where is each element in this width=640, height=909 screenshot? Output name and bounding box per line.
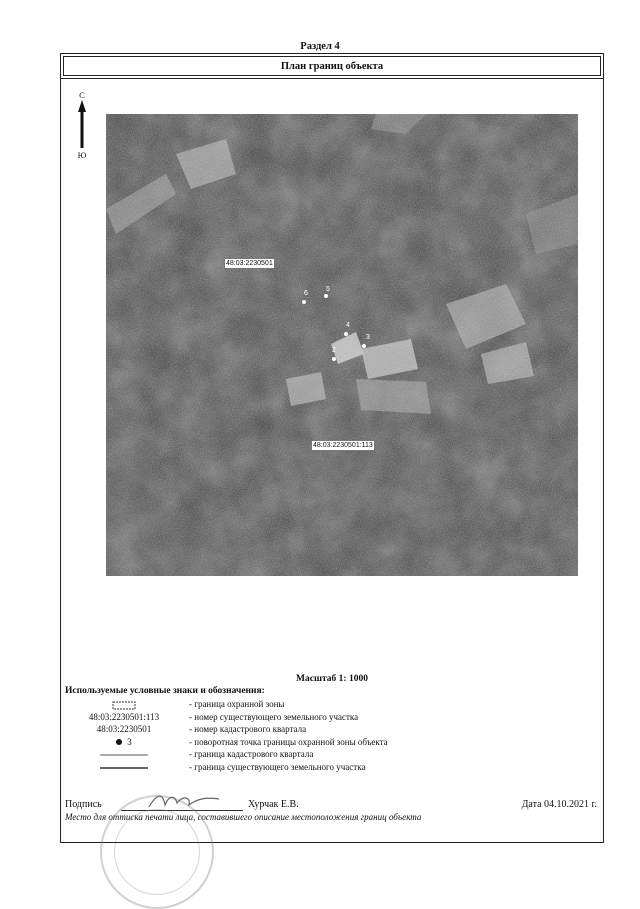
header-box	[61, 54, 603, 79]
dot-icon	[116, 739, 122, 745]
protection-zone-symbol	[65, 699, 183, 711]
map-point-label: 2	[332, 347, 336, 354]
legend-row	[65, 724, 605, 737]
legend	[65, 699, 605, 774]
north-arrow-icon	[75, 100, 89, 156]
map-point-label: 3	[366, 334, 370, 341]
stamp-seal	[100, 795, 214, 909]
parcel-boundary-symbol	[65, 762, 183, 774]
signer-name: Хурчак Е.В.	[248, 799, 299, 810]
north-arrow	[75, 90, 89, 158]
legend-row	[65, 699, 605, 712]
map-point-label: 6	[304, 290, 308, 297]
legend-desc: - номер существующего земельного участка	[189, 711, 359, 722]
legend-row	[65, 712, 605, 725]
legend-desc: - номер кадастрового квартала	[189, 724, 307, 734]
north-label: С	[79, 90, 85, 100]
satellite-map	[106, 114, 578, 576]
legend-desc: - граница охранной зоны	[189, 699, 285, 709]
quarter-number-symbol: 48:03:2230501	[96, 724, 152, 734]
legend-desc: - граница кадастрового квартала	[189, 749, 314, 759]
legend-row	[65, 762, 605, 775]
parcel-number-symbol: 48:03:2230501:113	[88, 711, 160, 722]
quarter-boundary-symbol	[65, 749, 183, 761]
document-frame	[60, 53, 604, 843]
legend-desc: - граница существующего земельного участка	[189, 761, 366, 772]
legend-desc: - поворотная точка границы охранной зоны объекта	[189, 736, 388, 747]
signature-label: Подпись	[65, 799, 102, 810]
map-quarter-label: 48:03:2230501	[226, 260, 273, 267]
header-title: План границ объекта	[63, 56, 601, 76]
map-scale: Масштаб 1: 1000	[296, 674, 368, 684]
south-label: Ю	[77, 150, 87, 160]
section-title: Раздел 4	[300, 41, 340, 52]
legend-title: Используемые условные знаки и обозначения:	[65, 686, 265, 696]
legend-row	[65, 749, 605, 762]
satellite-image	[106, 114, 578, 576]
map-parcel-label: 48:03:2230501:113	[313, 442, 373, 449]
map-point-label: 5	[326, 286, 330, 293]
legend-row	[65, 737, 605, 750]
stamp-place-note: Место для оттиска печати лица, составившего описание местоположения границ объекта	[65, 812, 422, 822]
turning-point-symbol: 3	[65, 737, 183, 749]
document-date: Дата 04.10.2021 г.	[521, 799, 597, 810]
map-point-label: 4	[346, 322, 350, 329]
